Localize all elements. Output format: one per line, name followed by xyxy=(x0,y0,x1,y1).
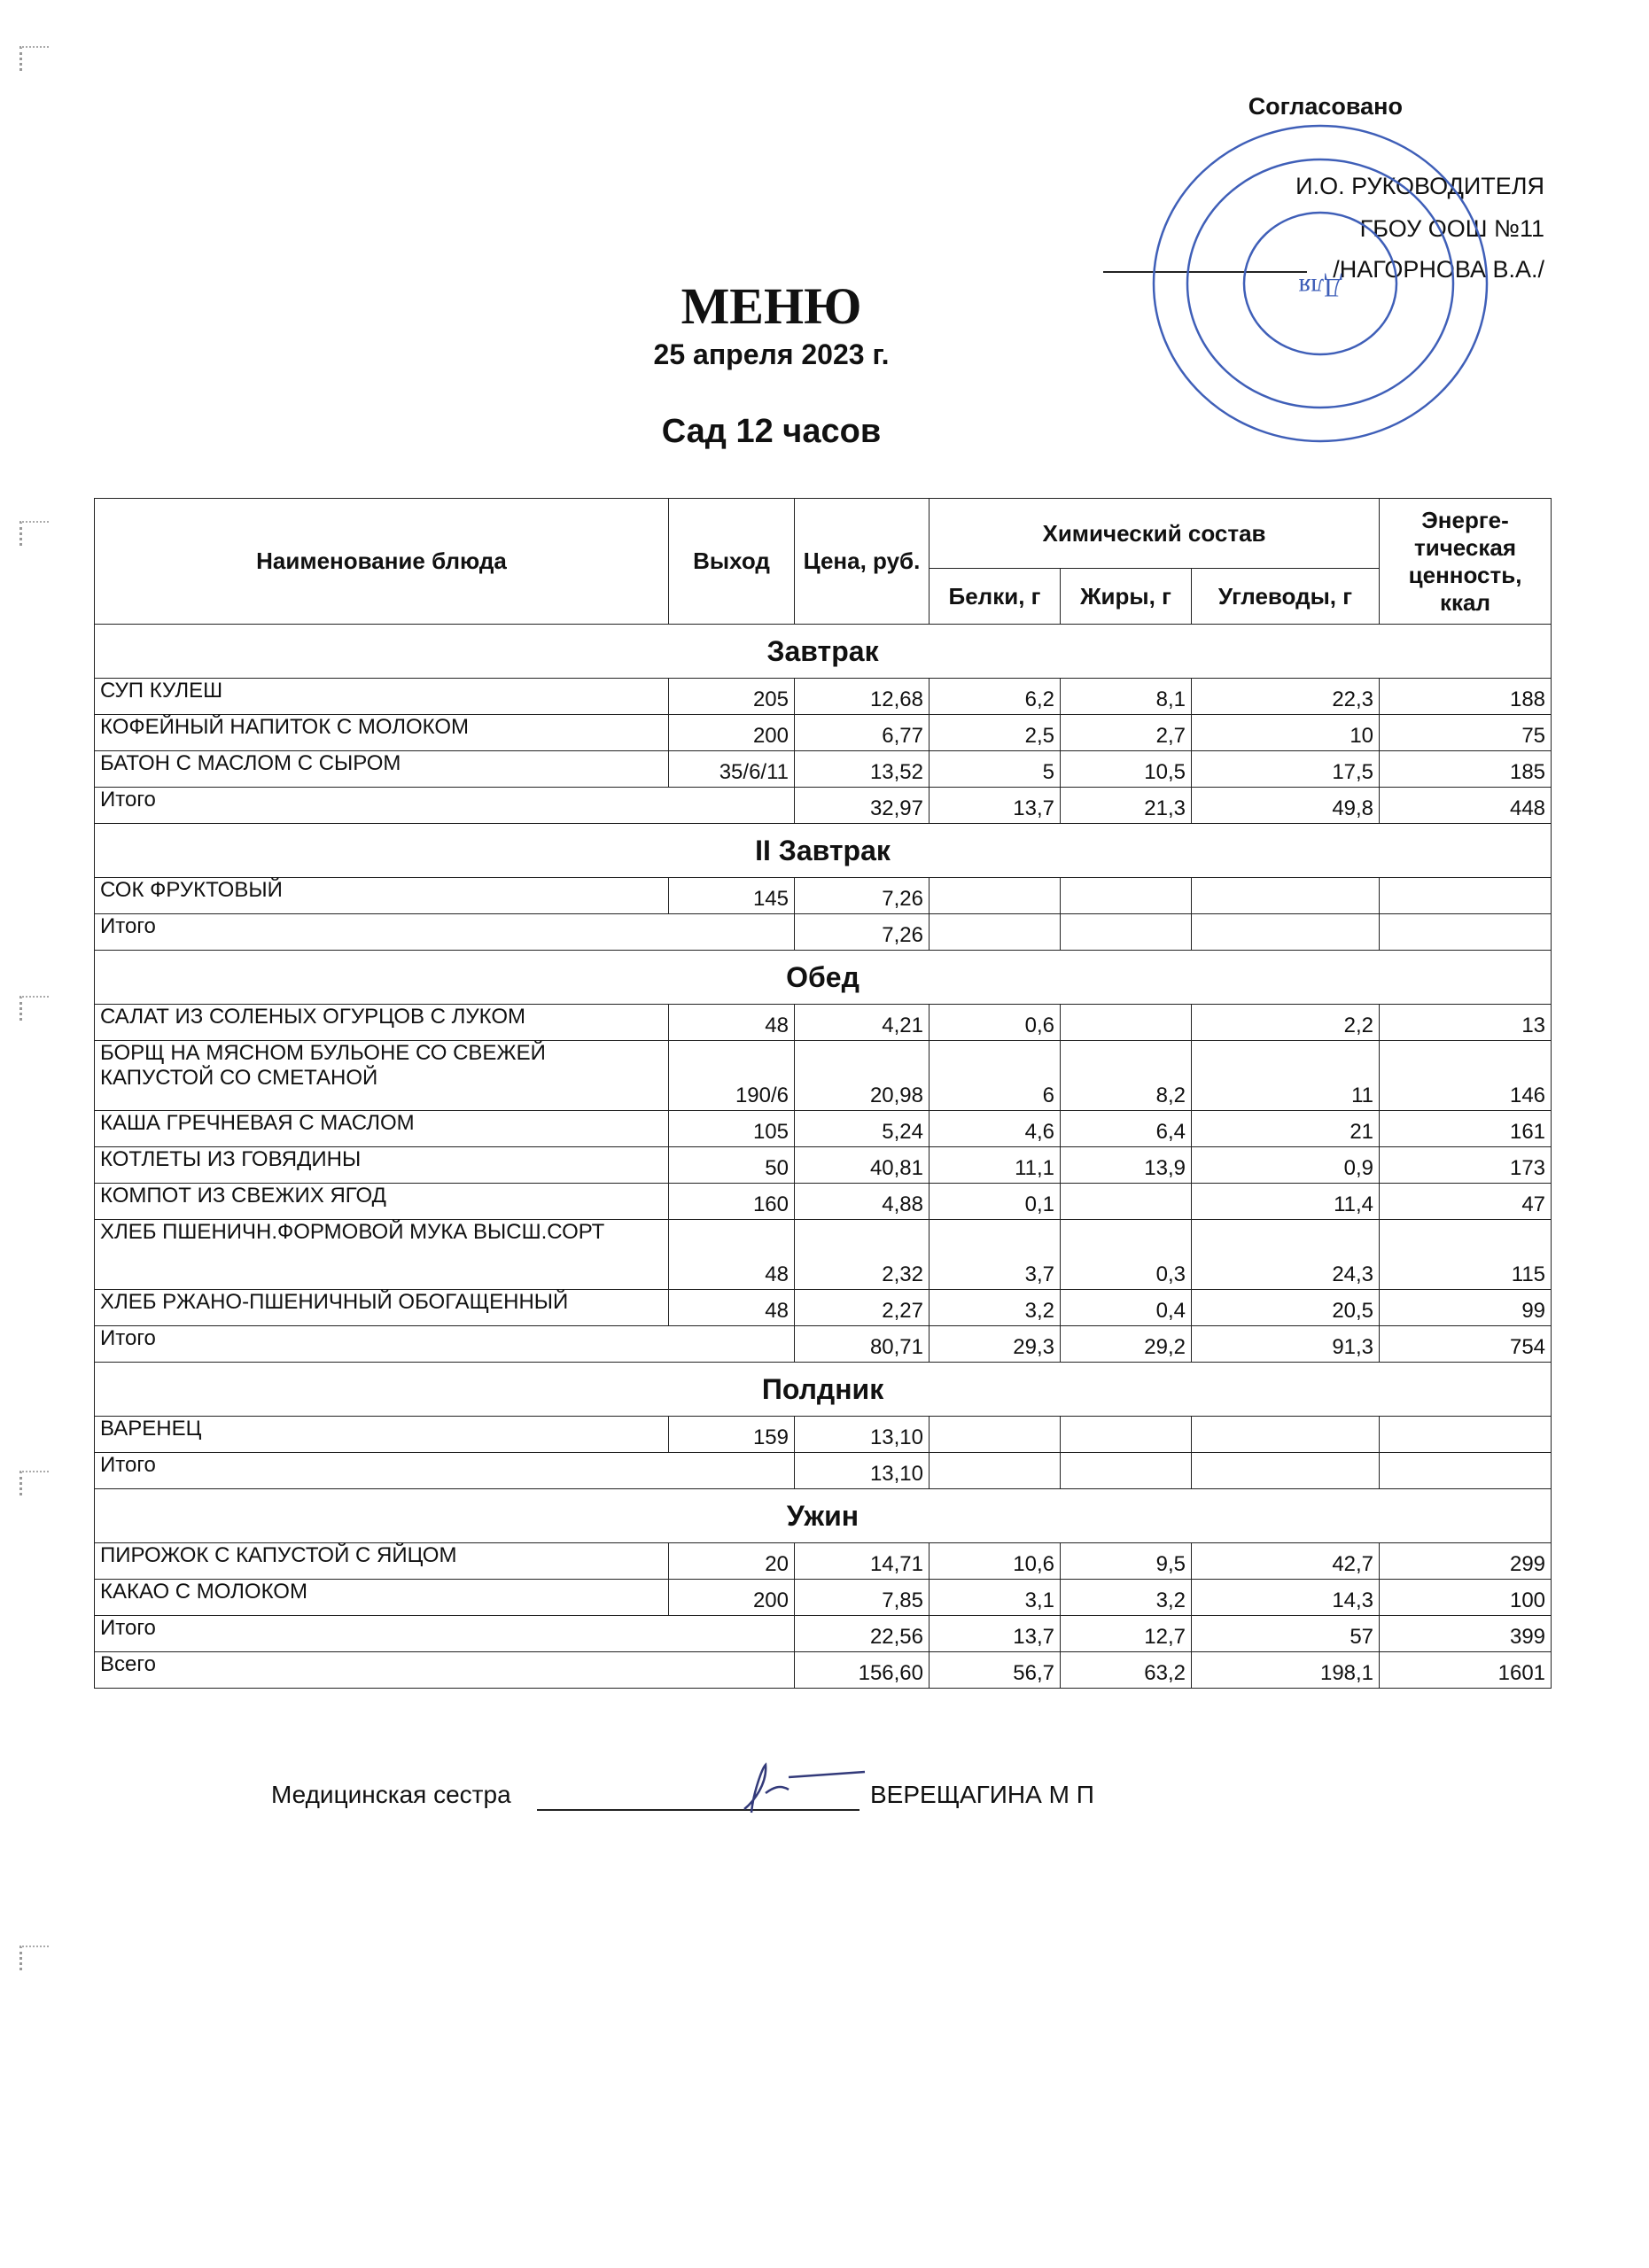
dish-protein: 11,1 xyxy=(930,1147,1061,1184)
total-carbs: 49,8 xyxy=(1192,788,1380,824)
dish-fat: 3,2 xyxy=(1061,1580,1192,1616)
dish-fat: 10,5 xyxy=(1061,751,1192,788)
dish-fat: 2,7 xyxy=(1061,715,1192,751)
total-row xyxy=(95,788,1552,824)
dish-name: КАКАО С МОЛОКОМ xyxy=(95,1580,669,1616)
dish-carbs: 11,4 xyxy=(1192,1184,1380,1220)
dish-energy: 115 xyxy=(1380,1220,1552,1290)
col-energy-header: Энерге-тическая ценность, ккал xyxy=(1380,499,1552,625)
dish-fat: 8,2 xyxy=(1061,1041,1192,1111)
dish-protein: 2,5 xyxy=(930,715,1061,751)
total-energy xyxy=(1380,1453,1552,1489)
dish-name: ПИРОЖОК С КАПУСТОЙ С ЯЙЦОМ xyxy=(95,1543,669,1580)
section-title: Обед xyxy=(95,951,1552,1005)
section-row xyxy=(95,1489,1552,1543)
dish-protein: 6 xyxy=(930,1041,1061,1111)
dish-fat xyxy=(1061,1005,1192,1041)
dish-fat: 8,1 xyxy=(1061,679,1192,715)
dish-price: 13,52 xyxy=(795,751,930,788)
dish-output: 190/6 xyxy=(669,1041,795,1111)
total-label: Итого xyxy=(95,914,795,951)
col-output-header: Выход xyxy=(669,499,795,625)
total-price: 32,97 xyxy=(795,788,930,824)
total-fat: 21,3 xyxy=(1061,788,1192,824)
total-energy: 754 xyxy=(1380,1326,1552,1363)
scan-mark xyxy=(19,996,49,1021)
grand-total-label: Всего xyxy=(95,1652,795,1689)
dish-energy: 13 xyxy=(1380,1005,1552,1041)
dish-carbs: 17,5 xyxy=(1192,751,1380,788)
total-protein xyxy=(930,914,1061,951)
grand-total-carbs: 198,1 xyxy=(1192,1652,1380,1689)
col-fat-header: Жиры, г xyxy=(1061,569,1192,625)
dish-row xyxy=(95,1543,1552,1580)
dish-row xyxy=(95,751,1552,788)
section-row xyxy=(95,824,1552,878)
grand-total-fat: 63,2 xyxy=(1061,1652,1192,1689)
col-name-header: Наименование блюда xyxy=(95,499,669,625)
svg-text:Для: Для xyxy=(1298,273,1342,302)
grand-total-protein: 56,7 xyxy=(930,1652,1061,1689)
col-carbs-header: Углеводы, г xyxy=(1192,569,1380,625)
total-fat: 12,7 xyxy=(1061,1616,1192,1652)
col-price-header: Цена, руб. xyxy=(795,499,930,625)
total-label: Итого xyxy=(95,1326,795,1363)
dish-output: 105 xyxy=(669,1111,795,1147)
dish-name: ВАРЕНЕЦ xyxy=(95,1417,669,1453)
dish-price: 7,26 xyxy=(795,878,930,914)
dish-row xyxy=(95,1184,1552,1220)
dish-carbs: 20,5 xyxy=(1192,1290,1380,1326)
total-energy: 448 xyxy=(1380,788,1552,824)
dish-protein: 6,2 xyxy=(930,679,1061,715)
dish-output: 35/6/11 xyxy=(669,751,795,788)
dish-fat: 0,4 xyxy=(1061,1290,1192,1326)
dish-protein xyxy=(930,1417,1061,1453)
dish-name: БОРЩ НА МЯСНОМ БУЛЬОНЕ СО СВЕЖЕЙ КАПУСТОЙ СО СМЕТАНОЙ xyxy=(95,1041,669,1111)
dish-name: КОФЕЙНЫЙ НАПИТОК С МОЛОКОМ xyxy=(95,715,669,751)
dish-output: 160 xyxy=(669,1184,795,1220)
dish-carbs: 14,3 xyxy=(1192,1580,1380,1616)
dish-fat xyxy=(1061,878,1192,914)
total-price: 13,10 xyxy=(795,1453,930,1489)
section-title: II Завтрак xyxy=(95,824,1552,878)
dish-output: 48 xyxy=(669,1005,795,1041)
total-fat: 29,2 xyxy=(1061,1326,1192,1363)
section-title: Завтрак xyxy=(95,625,1552,679)
total-protein xyxy=(930,1453,1061,1489)
dish-price: 6,77 xyxy=(795,715,930,751)
dish-output: 200 xyxy=(669,1580,795,1616)
dish-protein: 0,6 xyxy=(930,1005,1061,1041)
dish-name: СУП КУЛЕШ xyxy=(95,679,669,715)
dish-name: КАША ГРЕЧНЕВАЯ С МАСЛОМ xyxy=(95,1111,669,1147)
dish-output: 50 xyxy=(669,1147,795,1184)
dish-row xyxy=(95,1580,1552,1616)
total-energy xyxy=(1380,914,1552,951)
dish-price: 12,68 xyxy=(795,679,930,715)
dish-carbs: 21 xyxy=(1192,1111,1380,1147)
dish-price: 20,98 xyxy=(795,1041,930,1111)
dish-carbs: 24,3 xyxy=(1192,1220,1380,1290)
dish-protein: 3,1 xyxy=(930,1580,1061,1616)
dish-carbs xyxy=(1192,1417,1380,1453)
total-price: 7,26 xyxy=(795,914,930,951)
nurse-name: ВЕРЕЩАГИНА М П xyxy=(870,1781,1094,1808)
dish-fat: 13,9 xyxy=(1061,1147,1192,1184)
section-title: Полдник xyxy=(95,1363,1552,1417)
dish-output: 20 xyxy=(669,1543,795,1580)
dish-energy xyxy=(1380,878,1552,914)
total-protein: 13,7 xyxy=(930,788,1061,824)
dish-output: 48 xyxy=(669,1220,795,1290)
total-carbs xyxy=(1192,1453,1380,1489)
menu-table xyxy=(94,498,1552,1689)
dish-price: 7,85 xyxy=(795,1580,930,1616)
dish-protein: 3,2 xyxy=(930,1290,1061,1326)
dish-fat: 0,3 xyxy=(1061,1220,1192,1290)
total-price: 22,56 xyxy=(795,1616,930,1652)
dish-name: КОТЛЕТЫ ИЗ ГОВЯДИНЫ xyxy=(95,1147,669,1184)
section-row xyxy=(95,951,1552,1005)
col-chemical-header: Химический состав xyxy=(930,499,1380,569)
dish-energy: 173 xyxy=(1380,1147,1552,1184)
menu-body xyxy=(95,625,1552,1689)
dish-energy: 75 xyxy=(1380,715,1552,751)
total-price: 80,71 xyxy=(795,1326,930,1363)
section-title: Ужин xyxy=(95,1489,1552,1543)
dish-price: 40,81 xyxy=(795,1147,930,1184)
dish-protein: 4,6 xyxy=(930,1111,1061,1147)
dish-output: 48 xyxy=(669,1290,795,1326)
total-label: Итого xyxy=(95,1616,795,1652)
grand-total-energy: 1601 xyxy=(1380,1652,1552,1689)
scan-mark xyxy=(19,1946,49,1970)
total-carbs: 91,3 xyxy=(1192,1326,1380,1363)
total-row xyxy=(95,1616,1552,1652)
dish-energy: 299 xyxy=(1380,1543,1552,1580)
dish-fat: 9,5 xyxy=(1061,1543,1192,1580)
dish-row xyxy=(95,679,1552,715)
menu-date: 25 апреля 2023 г. xyxy=(653,338,890,370)
dish-name: САЛАТ ИЗ СОЛЕНЫХ ОГУРЦОВ С ЛУКОМ xyxy=(95,1005,669,1041)
nurse-signature xyxy=(727,1758,868,1820)
dish-protein xyxy=(930,878,1061,914)
total-carbs xyxy=(1192,914,1380,951)
scan-mark xyxy=(19,521,49,546)
section-row xyxy=(95,1363,1552,1417)
dish-energy: 161 xyxy=(1380,1111,1552,1147)
grand-total-price: 156,60 xyxy=(795,1652,930,1689)
dish-energy: 188 xyxy=(1380,679,1552,715)
nurse-label: Медицинская сестра xyxy=(271,1781,511,1808)
dish-price: 14,71 xyxy=(795,1543,930,1580)
dish-fat xyxy=(1061,1417,1192,1453)
dish-carbs: 11 xyxy=(1192,1041,1380,1111)
dish-carbs: 10 xyxy=(1192,715,1380,751)
dish-name: ХЛЕБ РЖАНО-ПШЕНИЧНЫЙ ОБОГАЩЕННЫЙ xyxy=(95,1290,669,1326)
approval-title: Согласовано xyxy=(1248,93,1403,120)
dish-energy: 100 xyxy=(1380,1580,1552,1616)
dish-row xyxy=(95,1290,1552,1326)
dish-fat xyxy=(1061,1184,1192,1220)
dish-price: 4,21 xyxy=(795,1005,930,1041)
total-protein: 13,7 xyxy=(930,1616,1061,1652)
dish-energy: 99 xyxy=(1380,1290,1552,1326)
dish-energy: 47 xyxy=(1380,1184,1552,1220)
dish-name: СОК ФРУКТОВЫЙ xyxy=(95,878,669,914)
dish-carbs: 42,7 xyxy=(1192,1543,1380,1580)
approval-org: ГБОУ ООШ №11 xyxy=(1359,215,1544,242)
dish-output: 145 xyxy=(669,878,795,914)
dish-row xyxy=(95,1417,1552,1453)
total-fat xyxy=(1061,1453,1192,1489)
dish-row xyxy=(95,1220,1552,1290)
section-row xyxy=(95,625,1552,679)
dish-carbs: 2,2 xyxy=(1192,1005,1380,1041)
dish-price: 2,27 xyxy=(795,1290,930,1326)
dish-name: ХЛЕБ ПШЕНИЧН.ФОРМОВОЙ МУКА ВЫСШ.СОРТ xyxy=(95,1220,669,1290)
scan-mark xyxy=(19,46,49,71)
dish-protein: 5 xyxy=(930,751,1061,788)
dish-carbs: 0,9 xyxy=(1192,1147,1380,1184)
total-row xyxy=(95,1326,1552,1363)
dish-carbs: 22,3 xyxy=(1192,679,1380,715)
total-row xyxy=(95,1453,1552,1489)
total-carbs: 57 xyxy=(1192,1616,1380,1652)
dish-row xyxy=(95,1111,1552,1147)
col-protein-header: Белки, г xyxy=(930,569,1061,625)
dish-protein: 10,6 xyxy=(930,1543,1061,1580)
approval-name: /НАГОРНОВА В.А./ xyxy=(1333,256,1544,283)
total-fat xyxy=(1061,914,1192,951)
dish-price: 4,88 xyxy=(795,1184,930,1220)
scan-mark xyxy=(19,1471,49,1495)
dish-name: КОМПОТ ИЗ СВЕЖИХ ЯГОД xyxy=(95,1184,669,1220)
total-protein: 29,3 xyxy=(930,1326,1061,1363)
dish-price: 2,32 xyxy=(795,1220,930,1290)
dish-energy xyxy=(1380,1417,1552,1453)
dish-row xyxy=(95,1147,1552,1184)
total-row xyxy=(95,914,1552,951)
total-label: Итого xyxy=(95,788,795,824)
dish-row xyxy=(95,878,1552,914)
dish-row xyxy=(95,1005,1552,1041)
dish-price: 5,24 xyxy=(795,1111,930,1147)
dish-output: 159 xyxy=(669,1417,795,1453)
dish-protein: 3,7 xyxy=(930,1220,1061,1290)
approval-position: И.О. РУКОВОДИТЕЛЯ xyxy=(1295,173,1544,199)
dish-fat: 6,4 xyxy=(1061,1111,1192,1147)
dish-energy: 146 xyxy=(1380,1041,1552,1111)
dish-carbs xyxy=(1192,878,1380,914)
total-energy: 399 xyxy=(1380,1616,1552,1652)
grand-total-row xyxy=(95,1652,1552,1689)
dish-protein: 0,1 xyxy=(930,1184,1061,1220)
dish-row xyxy=(95,1041,1552,1111)
dish-price: 13,10 xyxy=(795,1417,930,1453)
menu-subtitle: Сад 12 часов xyxy=(661,413,882,450)
total-label: Итого xyxy=(95,1453,795,1489)
dish-energy: 185 xyxy=(1380,751,1552,788)
dish-row xyxy=(95,715,1552,751)
page-title: МЕНЮ xyxy=(681,277,862,335)
dish-output: 200 xyxy=(669,715,795,751)
dish-name: БАТОН С МАСЛОМ С СЫРОМ xyxy=(95,751,669,788)
dish-output: 205 xyxy=(669,679,795,715)
